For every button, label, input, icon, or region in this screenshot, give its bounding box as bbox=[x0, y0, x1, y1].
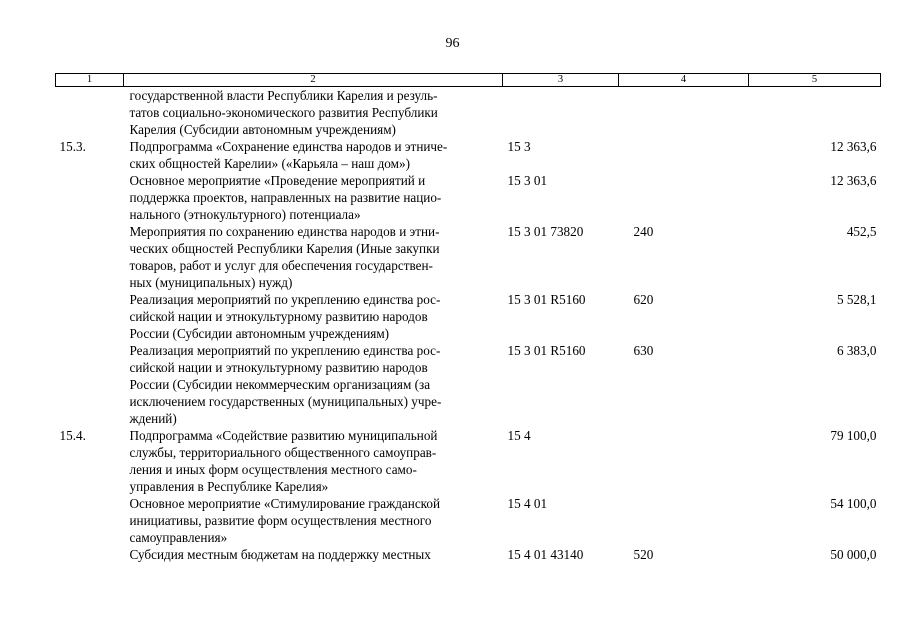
table-row bbox=[56, 138, 881, 172]
table-header bbox=[56, 74, 881, 87]
row-expense-type: 630 bbox=[633, 343, 654, 358]
row-name: государственной власти Республики Карелия и резуль- татов социально-экономического развития Республики Карелия (Субсидии автономным учреждениям) bbox=[129, 88, 438, 137]
row-code bbox=[503, 87, 619, 139]
row-name: Основное мероприятие «Проведение мероприятий и поддержка проектов, направленных на развитие нацио- нального (этнокультурного) потенциала» bbox=[129, 173, 442, 222]
row-number bbox=[56, 495, 124, 546]
row-expense-type bbox=[619, 172, 749, 223]
row-code: 15 3 bbox=[507, 139, 531, 154]
row-sum: 12 363,6 bbox=[830, 173, 877, 188]
table-body bbox=[56, 87, 881, 564]
row-sum: 79 100,0 bbox=[830, 428, 877, 443]
row-name: Подпрограмма «Содействие развитию муниципальной службы, территориального общественного самоуправ- ления и иных форм осуществления местного само- управления в Республике Карелия» bbox=[129, 428, 438, 494]
row-sum: 6 383,0 bbox=[836, 343, 877, 358]
row-sum: 12 363,6 bbox=[830, 139, 877, 154]
row-code: 15 4 bbox=[507, 428, 531, 443]
row-sum: 5 528,1 bbox=[836, 292, 877, 307]
table-row bbox=[56, 223, 881, 291]
row-code: 15 3 01 R5160 bbox=[507, 343, 586, 358]
header-col-3: 3 bbox=[503, 74, 619, 87]
row-code: 15 3 01 bbox=[507, 173, 548, 188]
header-row bbox=[56, 74, 881, 87]
row-code: 15 4 01 bbox=[507, 496, 548, 511]
row-number bbox=[56, 87, 124, 139]
row-expense-type bbox=[619, 138, 749, 172]
header-col-4: 4 bbox=[619, 74, 749, 87]
table-row bbox=[56, 342, 881, 427]
row-expense-type: 520 bbox=[633, 547, 654, 562]
row-number: 15.4. bbox=[59, 428, 86, 443]
row-sum: 54 100,0 bbox=[830, 496, 877, 511]
row-name: Субсидия местным бюджетам на поддержку местных bbox=[129, 547, 431, 562]
row-name: Реализация мероприятий по укреплению единства рос- сийской нации и этнокультурному развитию народов России (Субсидии автономным учреждениям) bbox=[129, 292, 441, 341]
page-number: 96 bbox=[445, 36, 460, 51]
table-row bbox=[56, 172, 881, 223]
row-number bbox=[56, 342, 124, 427]
row-sum bbox=[749, 87, 881, 139]
row-number bbox=[56, 546, 124, 563]
header-col-5: 5 bbox=[749, 74, 881, 87]
table-row bbox=[56, 427, 881, 495]
row-code: 15 4 01 43140 bbox=[507, 547, 584, 562]
row-name: Основное мероприятие «Стимулирование гражданской инициативы, развитие форм осуществления местного самоуправления» bbox=[129, 496, 441, 545]
row-name: Мероприятия по сохранению единства народов и этни- ческих общностей Республики Карелия (Иные закупки товаров, работ и услуг для обеспечения государствен- ных (муниципальных) нужд) bbox=[129, 224, 440, 290]
row-expense-type: 240 bbox=[633, 224, 654, 239]
row-sum: 452,5 bbox=[846, 224, 877, 239]
row-code: 15 3 01 73820 bbox=[507, 224, 584, 239]
row-name: Реализация мероприятий по укреплению единства рос- сийской нации и этнокультурному развитию народов России (Субсидии некоммерческим организациям (за исключением государственных (муниципальных) учре- ждений) bbox=[129, 343, 442, 426]
row-code: 15 3 01 R5160 bbox=[507, 292, 586, 307]
row-name: Подпрограмма «Сохранение единства народов и этниче- ских общностей Карелии» («Карьяла – наш дом») bbox=[129, 139, 448, 171]
row-expense-type bbox=[619, 87, 749, 139]
header-col-2: 2 bbox=[124, 74, 503, 87]
header-col-1: 1 bbox=[56, 74, 124, 87]
budget-table bbox=[55, 73, 881, 563]
row-expense-type bbox=[619, 427, 749, 495]
table-row bbox=[56, 495, 881, 546]
row-number: 15.3. bbox=[59, 139, 86, 154]
table-row bbox=[56, 87, 881, 139]
row-expense-type: 620 bbox=[633, 292, 654, 307]
row-number bbox=[56, 223, 124, 291]
row-number bbox=[56, 172, 124, 223]
row-expense-type bbox=[619, 495, 749, 546]
table-row bbox=[56, 291, 881, 342]
row-sum: 50 000,0 bbox=[830, 547, 877, 562]
row-number bbox=[56, 291, 124, 342]
table-row bbox=[56, 546, 881, 563]
